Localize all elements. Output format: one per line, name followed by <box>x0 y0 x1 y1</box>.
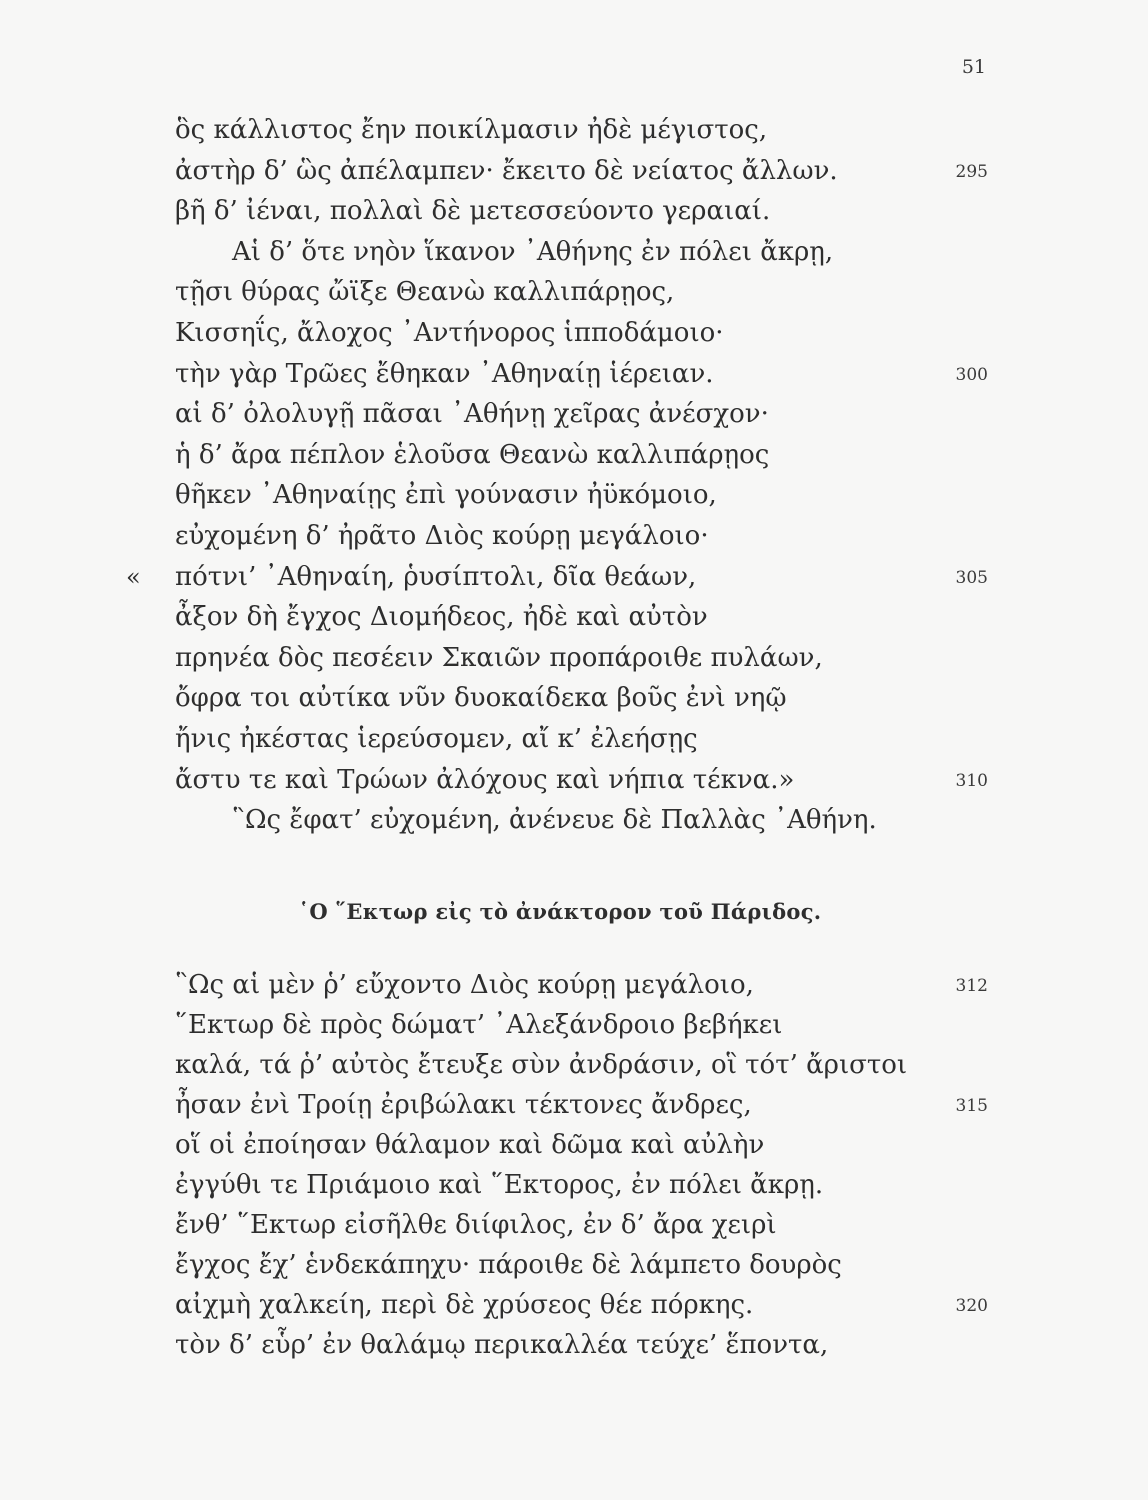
verse-text: ῝Ως αἱ μὲν ῥ’ εὔχοντο Διὸς κούρῃ μεγάλοιο, <box>175 970 754 1000</box>
verse-text: Αἱ δ’ ὅτε νηὸν ἵκανον ᾿Αθήνης ἐν πόλει ἄκρῃ, <box>232 236 834 267</box>
verse-text: ἔγχος ἔχ’ ἑνδεκάπηχυ· πάροιθε δὲ λάμπετο δουρὸς <box>175 1250 842 1280</box>
verse-line <box>0 1005 1148 1045</box>
verse-text: ῞Εκτωρ δὲ πρὸς δώματ’ ᾿Αλεξάνδροιο βεβήκει <box>175 1010 783 1040</box>
verse-text: ὄφρα τοι αὐτίκα νῦν δυοκαίδεκα βοῦς ἐνὶ νηῷ <box>175 683 787 714</box>
verse-line <box>0 1085 1148 1125</box>
line-number: 320 <box>955 1296 988 1316</box>
verse-text: ῝Ως ἔφατ’ εὐχομένη, ἀνένευε δὲ Παλλὰς ᾿Αθήνη. <box>232 805 877 836</box>
line-number: 315 <box>955 1096 988 1116</box>
verse-block-1 <box>0 110 1148 841</box>
verse-line <box>0 760 1148 801</box>
line-number: 295 <box>955 161 988 182</box>
verse-text: Κισσηΐς, ἄλοχος ᾿Αντήνορος ἱπποδάμοιο· <box>175 317 724 348</box>
verse-text: καλά, τά ῥ’ αὐτὸς ἔτευξε σὺν ἀνδράσιν, οἳ τότ’ ἄριστοι <box>175 1050 908 1080</box>
verse-line <box>0 1045 1148 1085</box>
verse-text: ἀστὴρ δ’ ὣς ἀπέλαμπεν· ἔκειτο δὲ νείατος ἄλλων. <box>175 155 838 186</box>
verse-block-2 <box>0 965 1148 1365</box>
section-heading <box>0 892 1148 932</box>
verse-line <box>0 354 1148 395</box>
verse-line <box>0 232 1148 273</box>
verse-line <box>0 597 1148 638</box>
line-number: 310 <box>955 770 988 791</box>
verse-text: ἤνις ἠκέστας ἱερεύσομεν, αἴ κ’ ἐλεήσῃς <box>175 723 698 754</box>
verse-line <box>0 557 1148 598</box>
verse-line <box>0 965 1148 1005</box>
line-number: 300 <box>955 364 988 385</box>
verse-text: αἰχμὴ χαλκείη, περὶ δὲ χρύσεος θέε πόρκης. <box>175 1290 754 1320</box>
verse-line <box>0 272 1148 313</box>
verse-line <box>0 110 1148 151</box>
verse-line <box>0 1325 1148 1365</box>
verse-line <box>0 313 1148 354</box>
verse-line <box>0 516 1148 557</box>
line-number: 305 <box>955 567 988 588</box>
verse-text: βῆ δ’ ἰέναι, πολλαὶ δὲ μετεσσεύοντο γεραιαί. <box>175 196 771 227</box>
verse-line <box>0 800 1148 841</box>
verse-line <box>0 191 1148 232</box>
section-heading-text: ῾Ο ῞Εκτωρ εἰς τὸ ἀνάκτορον τοῦ Πάριδος. <box>298 899 822 924</box>
verse-text: τὴν γὰρ Τρῶες ἔθηκαν ᾿Αθηναίῃ ἱέρειαν. <box>175 358 714 389</box>
verse-line <box>0 475 1148 516</box>
verse-line <box>0 678 1148 719</box>
verse-text: πότνι’ ᾿Αθηναίη, ῥυσίπτολι, δῖα θεάων, <box>175 561 697 592</box>
verse-text: πρηνέα δὸς πεσέειν Σκαιῶν προπάροιθε πυλάων, <box>175 642 823 673</box>
verse-text: ὃς κάλλιστος ἔην ποικίλμασιν ἠδὲ μέγιστος, <box>175 115 768 145</box>
verse-line <box>0 719 1148 760</box>
verse-text: οἵ οἱ ἐποίησαν θάλαμον καὶ δῶμα καὶ αὐλὴν <box>175 1130 765 1160</box>
verse-line <box>0 1125 1148 1165</box>
verse-text: τὸν δ’ εὗρ’ ἐν θαλάμῳ περικαλλέα τεύχε’ ἕποντα, <box>175 1330 829 1360</box>
verse-line <box>0 638 1148 679</box>
open-quote-mark: « <box>126 562 141 591</box>
verse-text: τῇσι θύρας ὤϊξε Θεανὼ καλλιπάρῃος, <box>175 277 675 308</box>
verse-text: ἦσαν ἐνὶ Τροίῃ ἐριβώλακι τέκτονες ἄνδρες, <box>175 1090 752 1120</box>
verse-line <box>0 151 1148 192</box>
verse-text: θῆκεν ᾿Αθηναίῃς ἐπὶ γούνασιν ἠϋκόμοιο, <box>175 480 717 511</box>
verse-text: εὐχομένη δ’ ἠρᾶτο Διὸς κούρῃ μεγάλοιο· <box>175 520 709 551</box>
verse-text: ἆξον δὴ ἔγχος Διομήδεος, ἠδὲ καὶ αὐτὸν <box>175 602 708 633</box>
verse-text: ἡ δ’ ἄρα πέπλον ἑλοῦσα Θεανὼ καλλιπάρῃος <box>175 439 770 470</box>
verse-line <box>0 394 1148 435</box>
verse-line <box>0 435 1148 476</box>
verse-line <box>0 1205 1148 1245</box>
verse-text: ἔνθ’ ῞Εκτωρ εἰσῆλθε διίφιλος, ἐν δ’ ἄρα χειρὶ <box>175 1210 777 1240</box>
line-number: 312 <box>955 976 988 996</box>
verse-line <box>0 1245 1148 1285</box>
page-number: 51 <box>961 56 986 78</box>
verse-line <box>0 1165 1148 1205</box>
verse-text: ἐγγύθι τε Πριάμοιο καὶ ῞Εκτορος, ἐν πόλει ἄκρῃ. <box>175 1170 824 1200</box>
verse-line <box>0 1285 1148 1325</box>
verse-text: ἄστυ τε καὶ Τρώων ἀλόχους καὶ νήπια τέκνα.» <box>175 764 795 795</box>
verse-text: αἱ δ’ ὀλολυγῇ πᾶσαι ᾿Αθήνῃ χεῖρας ἀνέσχον· <box>175 399 769 430</box>
